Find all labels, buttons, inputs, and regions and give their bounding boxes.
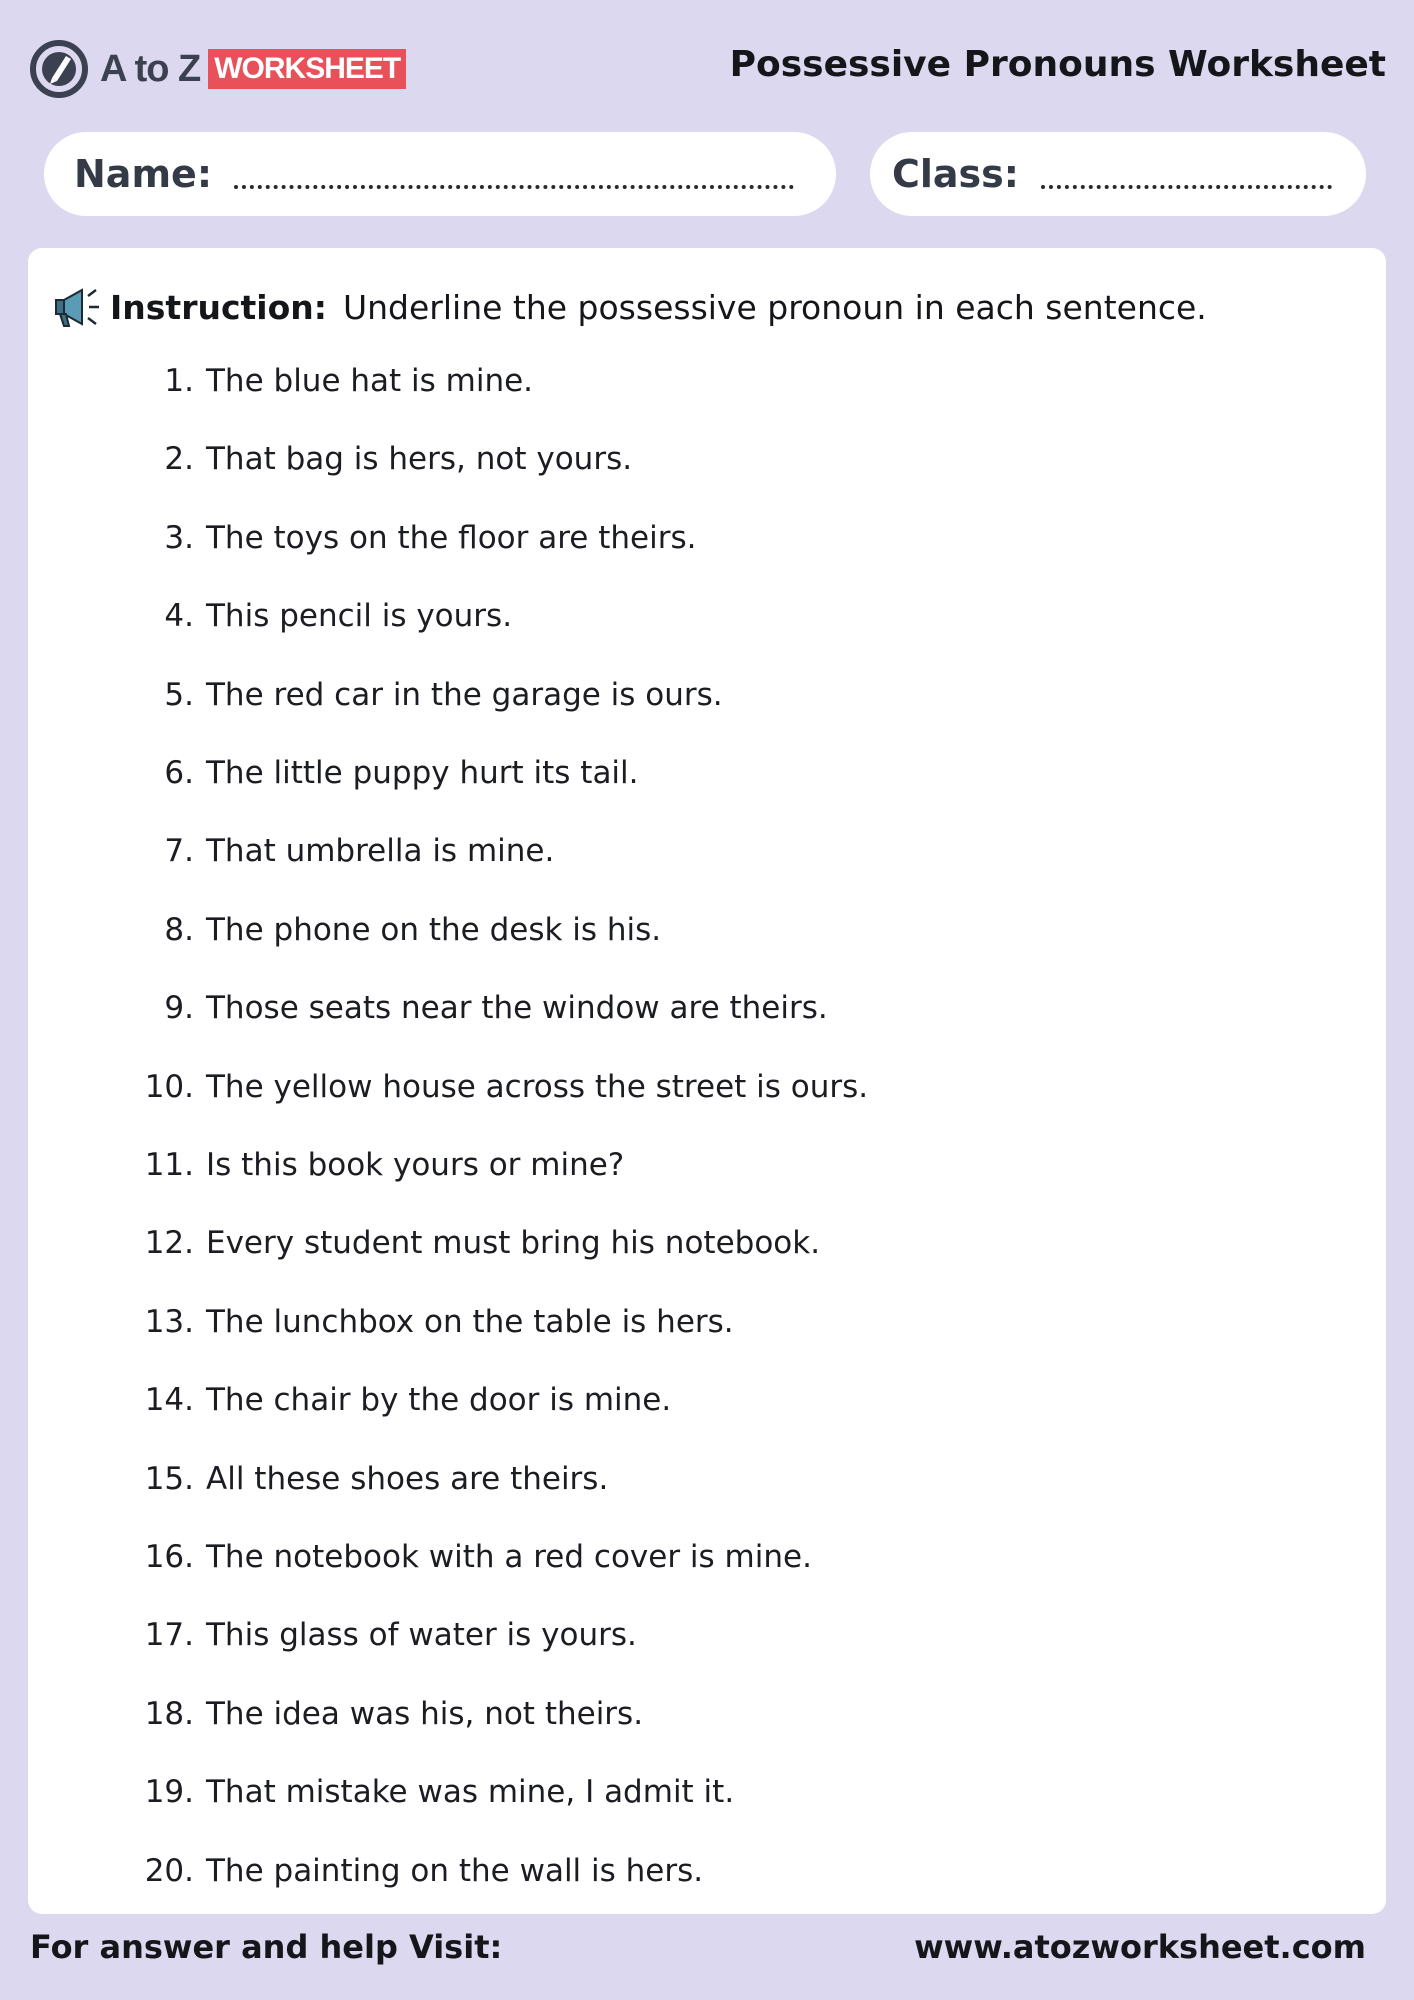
question-item <box>28 1220 820 1266</box>
question-text[interactable]: Is this book yours or mine? <box>206 1147 625 1183</box>
question-text[interactable]: The painting on the wall is hers. <box>206 1852 704 1889</box>
question-number: 17. <box>144 1617 194 1654</box>
question-item <box>28 436 632 482</box>
question-text[interactable]: All these shoes are theirs. <box>206 1460 609 1497</box>
question-item <box>28 828 554 874</box>
question-item <box>28 672 723 718</box>
megaphone-icon <box>52 284 102 330</box>
question-item <box>28 1848 703 1894</box>
question-item <box>28 1142 624 1188</box>
question-number: 3. <box>164 519 194 556</box>
class-field[interactable] <box>870 132 1366 216</box>
class-label: Class: <box>892 152 1019 196</box>
question-number: 8. <box>164 911 194 948</box>
question-text[interactable]: That mistake was mine, I admit it. <box>206 1774 735 1811</box>
question-item <box>28 1456 608 1502</box>
worksheet-card <box>28 248 1386 1914</box>
page-header <box>0 0 1414 120</box>
question-text[interactable]: The lunchbox on the table is hers. <box>206 1303 734 1340</box>
question-text[interactable]: Those seats near the window are theirs. <box>206 990 828 1027</box>
class-blank-line[interactable] <box>1041 185 1332 189</box>
question-text[interactable]: The chair by the door is mine. <box>206 1382 672 1419</box>
question-item <box>28 1612 637 1658</box>
instruction-label: Instruction: <box>110 287 327 327</box>
question-text[interactable]: The toys on the floor are theirs. <box>206 519 697 556</box>
question-number: 14. <box>144 1382 194 1419</box>
question-item <box>28 1534 812 1580</box>
question-number: 12. <box>144 1225 194 1262</box>
question-item <box>28 1769 734 1815</box>
name-field[interactable] <box>44 132 836 216</box>
question-text[interactable]: This pencil is yours. <box>206 598 513 635</box>
site-logo[interactable] <box>28 36 406 102</box>
question-item <box>28 593 512 639</box>
footer-website-link[interactable]: www.atozworksheet.com <box>914 1928 1366 1966</box>
question-text[interactable]: The red car in the garage is ours. <box>206 676 723 713</box>
question-number: 7. <box>164 833 194 870</box>
question-number: 4. <box>164 598 194 635</box>
question-item <box>28 750 639 796</box>
question-number: 6. <box>164 755 194 791</box>
question-item <box>28 1299 734 1345</box>
name-blank-line[interactable] <box>234 185 794 189</box>
instruction-text: Underline the possessive pronoun in each sentence. <box>342 287 1207 327</box>
question-item <box>28 1377 671 1423</box>
question-item <box>28 985 828 1031</box>
question-number: 1. <box>164 363 194 399</box>
question-number: 15. <box>144 1460 194 1497</box>
question-number: 18. <box>144 1695 194 1732</box>
question-text[interactable]: Every student must bring his notebook. <box>206 1225 821 1262</box>
question-item <box>28 358 533 404</box>
question-text[interactable]: That bag is hers, not yours. <box>206 441 633 478</box>
question-text[interactable]: The blue hat is mine. <box>206 363 534 399</box>
question-text[interactable]: The little puppy hurt its tail. <box>206 755 639 791</box>
worksheet-title: Possessive Pronouns Worksheet <box>729 44 1386 85</box>
question-number: 9. <box>164 990 194 1027</box>
name-label: Name: <box>74 152 213 196</box>
instruction-row <box>52 284 1207 330</box>
question-text[interactable]: The idea was his, not theirs. <box>206 1695 644 1732</box>
question-number: 16. <box>144 1539 194 1575</box>
question-text[interactable]: This glass of water is yours. <box>206 1617 637 1654</box>
question-text[interactable]: That umbrella is mine. <box>206 833 555 870</box>
question-item <box>28 515 696 561</box>
question-number: 2. <box>164 441 194 478</box>
question-number: 5. <box>164 676 194 713</box>
question-text[interactable]: The phone on the desk is his. <box>206 911 662 948</box>
question-text[interactable]: The yellow house across the street is ours. <box>206 1068 869 1105</box>
question-item <box>28 1064 868 1110</box>
question-number: 20. <box>144 1852 194 1889</box>
question-number: 11. <box>144 1147 194 1183</box>
question-number: 19. <box>144 1774 194 1811</box>
question-number: 13. <box>144 1303 194 1340</box>
logo-brand-text: A to Z <box>100 47 201 90</box>
logo-badge: WORKSHEET <box>208 49 406 89</box>
question-text[interactable]: The notebook with a red cover is mine. <box>206 1539 812 1575</box>
question-item <box>28 907 661 953</box>
question-item <box>28 1691 643 1737</box>
footer-help-text: For answer and help Visit: <box>30 1928 503 1966</box>
pencil-logo-icon <box>28 38 90 100</box>
question-number: 10. <box>144 1068 194 1105</box>
